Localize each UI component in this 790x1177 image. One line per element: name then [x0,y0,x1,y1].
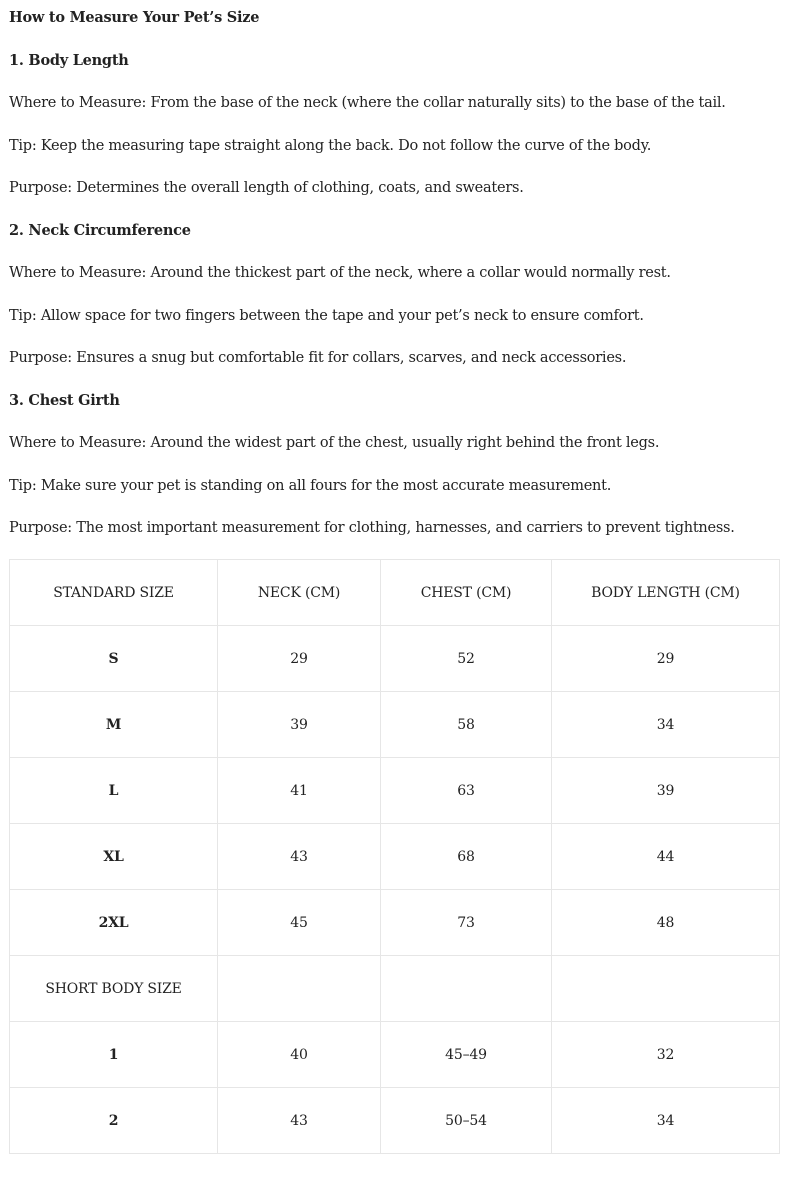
empty-cell [552,956,780,1022]
body-length-where: Where to Measure: From the base of the neck (where the collar naturally sits) to the base of the tail. [9,95,726,111]
size-cell: 1 [10,1022,218,1088]
neck-tip: Tip: Allow space for two fingers between the tape and your pet’s neck to ensure comfort. [9,308,644,324]
neck-cell: 43 [218,824,381,890]
header-chest: CHEST (CM) [381,560,552,626]
empty-cell [218,956,381,1022]
table-header-row [10,560,780,626]
header-body-length: BODY LENGTH (CM) [552,560,780,626]
table-row [10,824,780,890]
body-length-cell: 34 [552,1088,780,1154]
header-neck: NECK (CM) [218,560,381,626]
empty-cell [381,956,552,1022]
chest-where: Where to Measure: Around the widest part of the chest, usually right behind the front legs. [9,435,660,451]
short-body-heading-row [10,956,780,1022]
body-length-purpose: Purpose: Determines the overall length of clothing, coats, and sweaters. [9,180,524,196]
table-row [10,890,780,956]
table-row [10,626,780,692]
size-chart-table [9,559,780,1154]
chest-tip: Tip: Make sure your pet is standing on all fours for the most accurate measurement. [9,478,612,494]
size-cell: M [10,692,218,758]
body-length-cell: 32 [552,1022,780,1088]
size-cell: 2 [10,1088,218,1154]
neck-cell: 43 [218,1088,381,1154]
chest-cell: 58 [381,692,552,758]
chest-cell: 68 [381,824,552,890]
chest-cell: 50–54 [381,1088,552,1154]
size-cell: L [10,758,218,824]
chest-cell: 63 [381,758,552,824]
size-cell: S [10,626,218,692]
chest-purpose: Purpose: The most important measurement for clothing, harnesses, and carriers to prevent tightness. [9,520,735,536]
header-standard-size: STANDARD SIZE [10,560,218,626]
body-length-cell: 29 [552,626,780,692]
table-row [10,692,780,758]
chest-cell: 45–49 [381,1022,552,1088]
table-row [10,1022,780,1088]
neck-cell: 29 [218,626,381,692]
body-length-cell: 48 [552,890,780,956]
section-heading-neck: 2. Neck Circumference [9,222,191,239]
neck-cell: 45 [218,890,381,956]
table-row [10,758,780,824]
body-length-cell: 34 [552,692,780,758]
body-length-tip: Tip: Keep the measuring tape straight along the back. Do not follow the curve of the body. [9,138,652,154]
size-cell: XL [10,824,218,890]
short-body-size-heading: SHORT BODY SIZE [10,956,218,1022]
neck-cell: 40 [218,1022,381,1088]
section-heading-body-length: 1. Body Length [9,52,129,69]
body-length-cell: 39 [552,758,780,824]
neck-cell: 39 [218,692,381,758]
section-heading-chest: 3. Chest Girth [9,392,120,409]
neck-where: Where to Measure: Around the thickest part of the neck, where a collar would normally rest. [9,265,671,281]
page-title: How to Measure Your Pet’s Size [9,9,260,26]
body-length-cell: 44 [552,824,780,890]
size-cell: 2XL [10,890,218,956]
chest-cell: 73 [381,890,552,956]
chest-cell: 52 [381,626,552,692]
table-row [10,1088,780,1154]
neck-purpose: Purpose: Ensures a snug but comfortable fit for collars, scarves, and neck accessories. [9,350,627,366]
neck-cell: 41 [218,758,381,824]
